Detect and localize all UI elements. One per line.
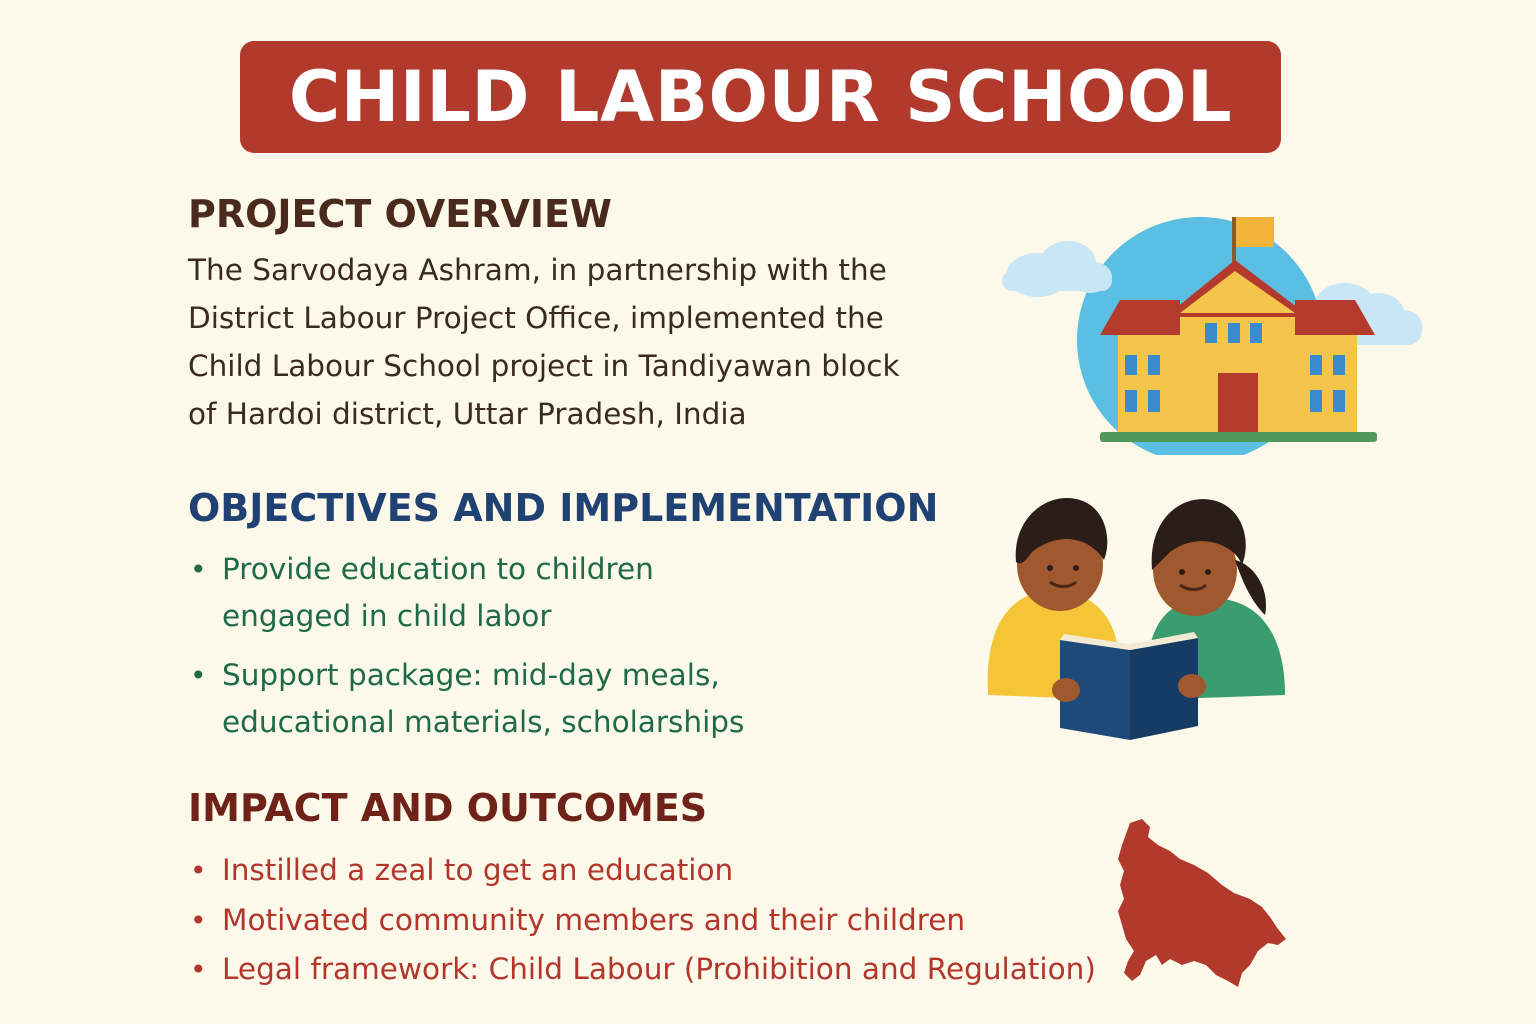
impact-heading: IMPACT AND OUTCOMES bbox=[188, 786, 708, 830]
objective-line: educational materials, scholarships bbox=[222, 705, 745, 739]
objective-line: engaged in child labor bbox=[222, 599, 552, 633]
overview-line: District Labour Project Office, implemented the bbox=[188, 301, 884, 335]
page-title: CHILD LABOUR SCHOOL bbox=[288, 56, 1233, 138]
list-item bbox=[188, 546, 888, 640]
objective-line: Provide education to children bbox=[222, 552, 654, 586]
objectives-list bbox=[188, 546, 888, 746]
children-reading-icon bbox=[980, 490, 1300, 750]
uttar-pradesh-map-icon bbox=[1110, 815, 1290, 995]
bullet-icon: • bbox=[190, 903, 207, 937]
project-overview-text bbox=[188, 246, 948, 438]
project-overview-section bbox=[188, 190, 948, 438]
impact-item-text: Legal framework: Child Labour (Prohibition and Regulation) bbox=[222, 952, 1096, 986]
impact-item-text: Instilled a zeal to get an education bbox=[222, 853, 734, 887]
impact-list bbox=[188, 846, 1168, 995]
school-building-icon bbox=[990, 205, 1430, 455]
overview-line: of Hardoi district, Uttar Pradesh, India bbox=[188, 397, 747, 431]
project-overview-heading: PROJECT OVERVIEW bbox=[188, 192, 612, 236]
list-item bbox=[188, 896, 1168, 946]
list-item bbox=[188, 945, 1168, 995]
overview-line: Child Labour School project in Tandiyawan block bbox=[188, 349, 900, 383]
objective-line: Support package: mid-day meals, bbox=[222, 658, 720, 692]
impact-section bbox=[188, 784, 1168, 995]
impact-item-text: Motivated community members and their children bbox=[222, 902, 966, 937]
bullet-icon: • bbox=[190, 854, 207, 887]
title-banner bbox=[240, 41, 1281, 153]
objectives-heading: OBJECTIVES AND IMPLEMENTATION bbox=[188, 486, 939, 530]
objectives-section bbox=[188, 484, 939, 758]
bullet-icon: • bbox=[190, 659, 207, 692]
list-item bbox=[188, 846, 1168, 896]
bullet-icon: • bbox=[190, 953, 207, 986]
bullet-icon: • bbox=[190, 553, 207, 586]
list-item bbox=[188, 652, 888, 746]
overview-line: The Sarvodaya Ashram, in partnership with the bbox=[188, 253, 887, 287]
